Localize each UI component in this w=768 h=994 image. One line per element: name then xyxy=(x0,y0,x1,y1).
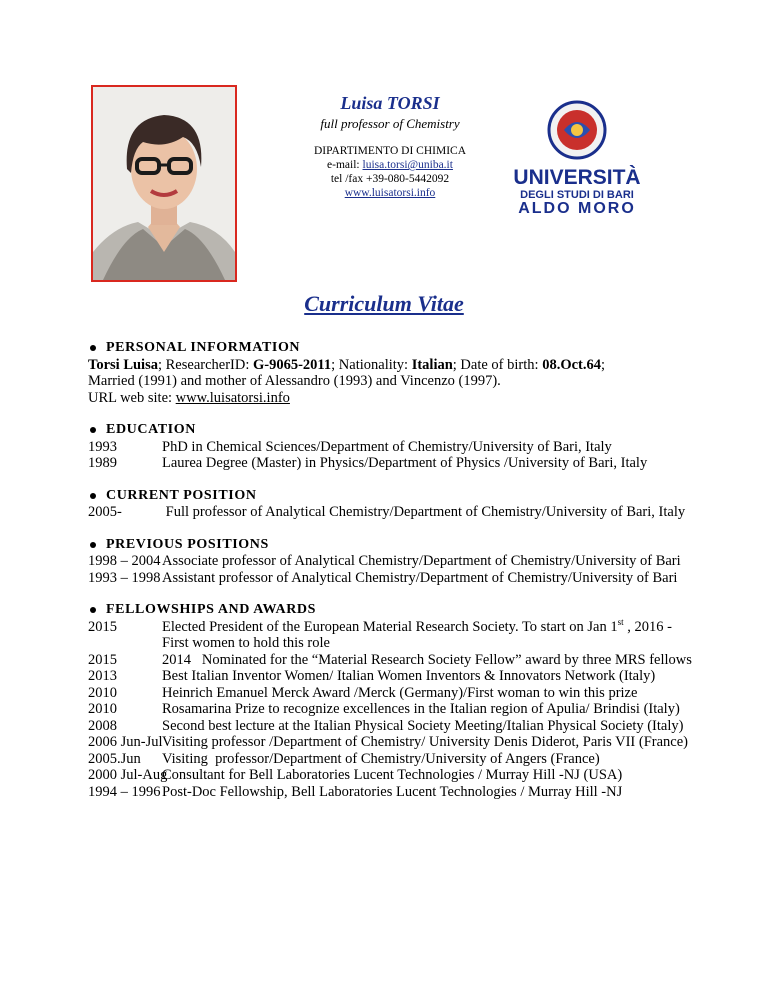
section-heading: FELLOWSHIPS AND AWARDS xyxy=(88,602,700,619)
email-link[interactable]: luisa.torsi@uniba.it xyxy=(362,159,453,171)
bullet-icon xyxy=(90,493,96,499)
list-item: 2005.Jun Visiting professor/Department of Chemistry/University of Angers (France) xyxy=(88,750,600,767)
list-item: 2010 Heinrich Emanuel Merck Award /Merck (Germany)/First woman to win this prize xyxy=(88,684,638,701)
email-label: e-mail: xyxy=(327,159,363,171)
website-line xyxy=(285,186,495,200)
education-section xyxy=(88,422,700,472)
personal-line: Torsi Luisa; ResearcherID: G-9065-2011; Nationality: Italian; Date of birth: 08.Oct.64; xyxy=(88,356,606,373)
person-role: full professor of Chemistry xyxy=(320,116,460,131)
university-seal-icon xyxy=(502,100,652,215)
cv-content xyxy=(88,340,700,816)
fellowships-awards-section xyxy=(88,602,700,800)
previous-positions-section xyxy=(88,537,700,587)
contact-info xyxy=(285,144,495,200)
logo-line3: ALDO MORO xyxy=(518,200,636,215)
list-item: 2015 2014 Nominated for the “Material Research Society Fellow” award by three MRS fellows xyxy=(88,651,692,668)
section-heading: EDUCATION xyxy=(88,422,700,439)
list-item: 1989 Laurea Degree (Master) in Physics/Department of Physics /University of Bari, Italy xyxy=(88,455,648,471)
list-item: 1993 – 1998 Assistant professor of Analytical Chemistry/Department of Chemistry/University of Bari xyxy=(88,569,678,586)
portrait-illustration xyxy=(93,87,235,280)
section-heading: PREVIOUS POSITIONS xyxy=(88,537,700,554)
website-link[interactable]: www.luisatorsi.info xyxy=(344,187,436,199)
bullet-icon xyxy=(90,345,96,351)
person-name: Luisa TORSI xyxy=(340,93,440,113)
document-title: Curriculum Vitae xyxy=(304,291,464,316)
list-item: 2000 Jul-Aug Consultant for Bell Laboratories Lucent Technologies / Murray Hill -NJ (USA) xyxy=(88,767,623,783)
list-item: 1998 – 2004 Associate professor of Analytical Chemistry/Department of Chemistry/University of Bari xyxy=(88,553,681,569)
current-position-section xyxy=(88,488,700,521)
bullet-icon xyxy=(90,427,96,433)
section-heading: PERSONAL INFORMATION xyxy=(88,340,700,357)
list-item: 2005- Full professor of Analytical Chemistry/Department of Chemistry/University of Bari, Italy xyxy=(88,504,686,520)
personal-information-section xyxy=(88,340,700,406)
section-heading: CURRENT POSITION xyxy=(88,488,700,505)
list-item: 2010 Rosamarina Prize to recognize excellences in the Italian region of Apulia/ Brindisi (Italy) xyxy=(88,701,680,717)
family-line: Married (1991) and mother of Alessandro (1993) and Vincenzo (1997). xyxy=(88,373,501,389)
profile-photo xyxy=(91,85,237,282)
list-item: 2013 Best Italian Inventor Women/ Italian Women Inventors & Innovators Network (Italy) xyxy=(88,668,656,684)
department-name: DIPARTIMENTO DI CHIMICA xyxy=(313,145,466,157)
list-item: 2006 Jun-Jul Visiting professor /Department of Chemistry/ University Denis Diderot, Paris VII (France) xyxy=(88,734,688,750)
logo-line1: UNIVERSITÀ xyxy=(513,166,641,189)
list-item: 1993 PhD in Chemical Sciences/Department of Chemistry/University of Bari, Italy xyxy=(88,438,612,455)
phone-line: tel /fax +39-080-5442092 xyxy=(330,173,450,185)
url-link[interactable]: www.luisatorsi.info xyxy=(175,389,290,406)
list-item: 2008 Second best lecture at the Italian Physical Society Meeting/Italian Physical Society (Italy) xyxy=(88,717,684,734)
url-line: URL web site: www.luisatorsi.info xyxy=(88,389,290,406)
bullet-icon xyxy=(90,542,96,548)
list-item: 1994 – 1996 Post-Doc Fellowship, Bell Laboratories Lucent Technologies / Murray Hill -NJ xyxy=(88,783,623,800)
list-item: 2015 Elected President of the European Material Research Society. To start on Jan 1st , 2016 - First women to hold this role xyxy=(88,616,680,651)
bullet-icon xyxy=(90,607,96,613)
email-line xyxy=(285,158,495,172)
logo-line2: DEGLI STUDI DI BARI xyxy=(520,189,634,201)
university-logo xyxy=(502,100,652,215)
header-contact-block xyxy=(285,92,495,200)
